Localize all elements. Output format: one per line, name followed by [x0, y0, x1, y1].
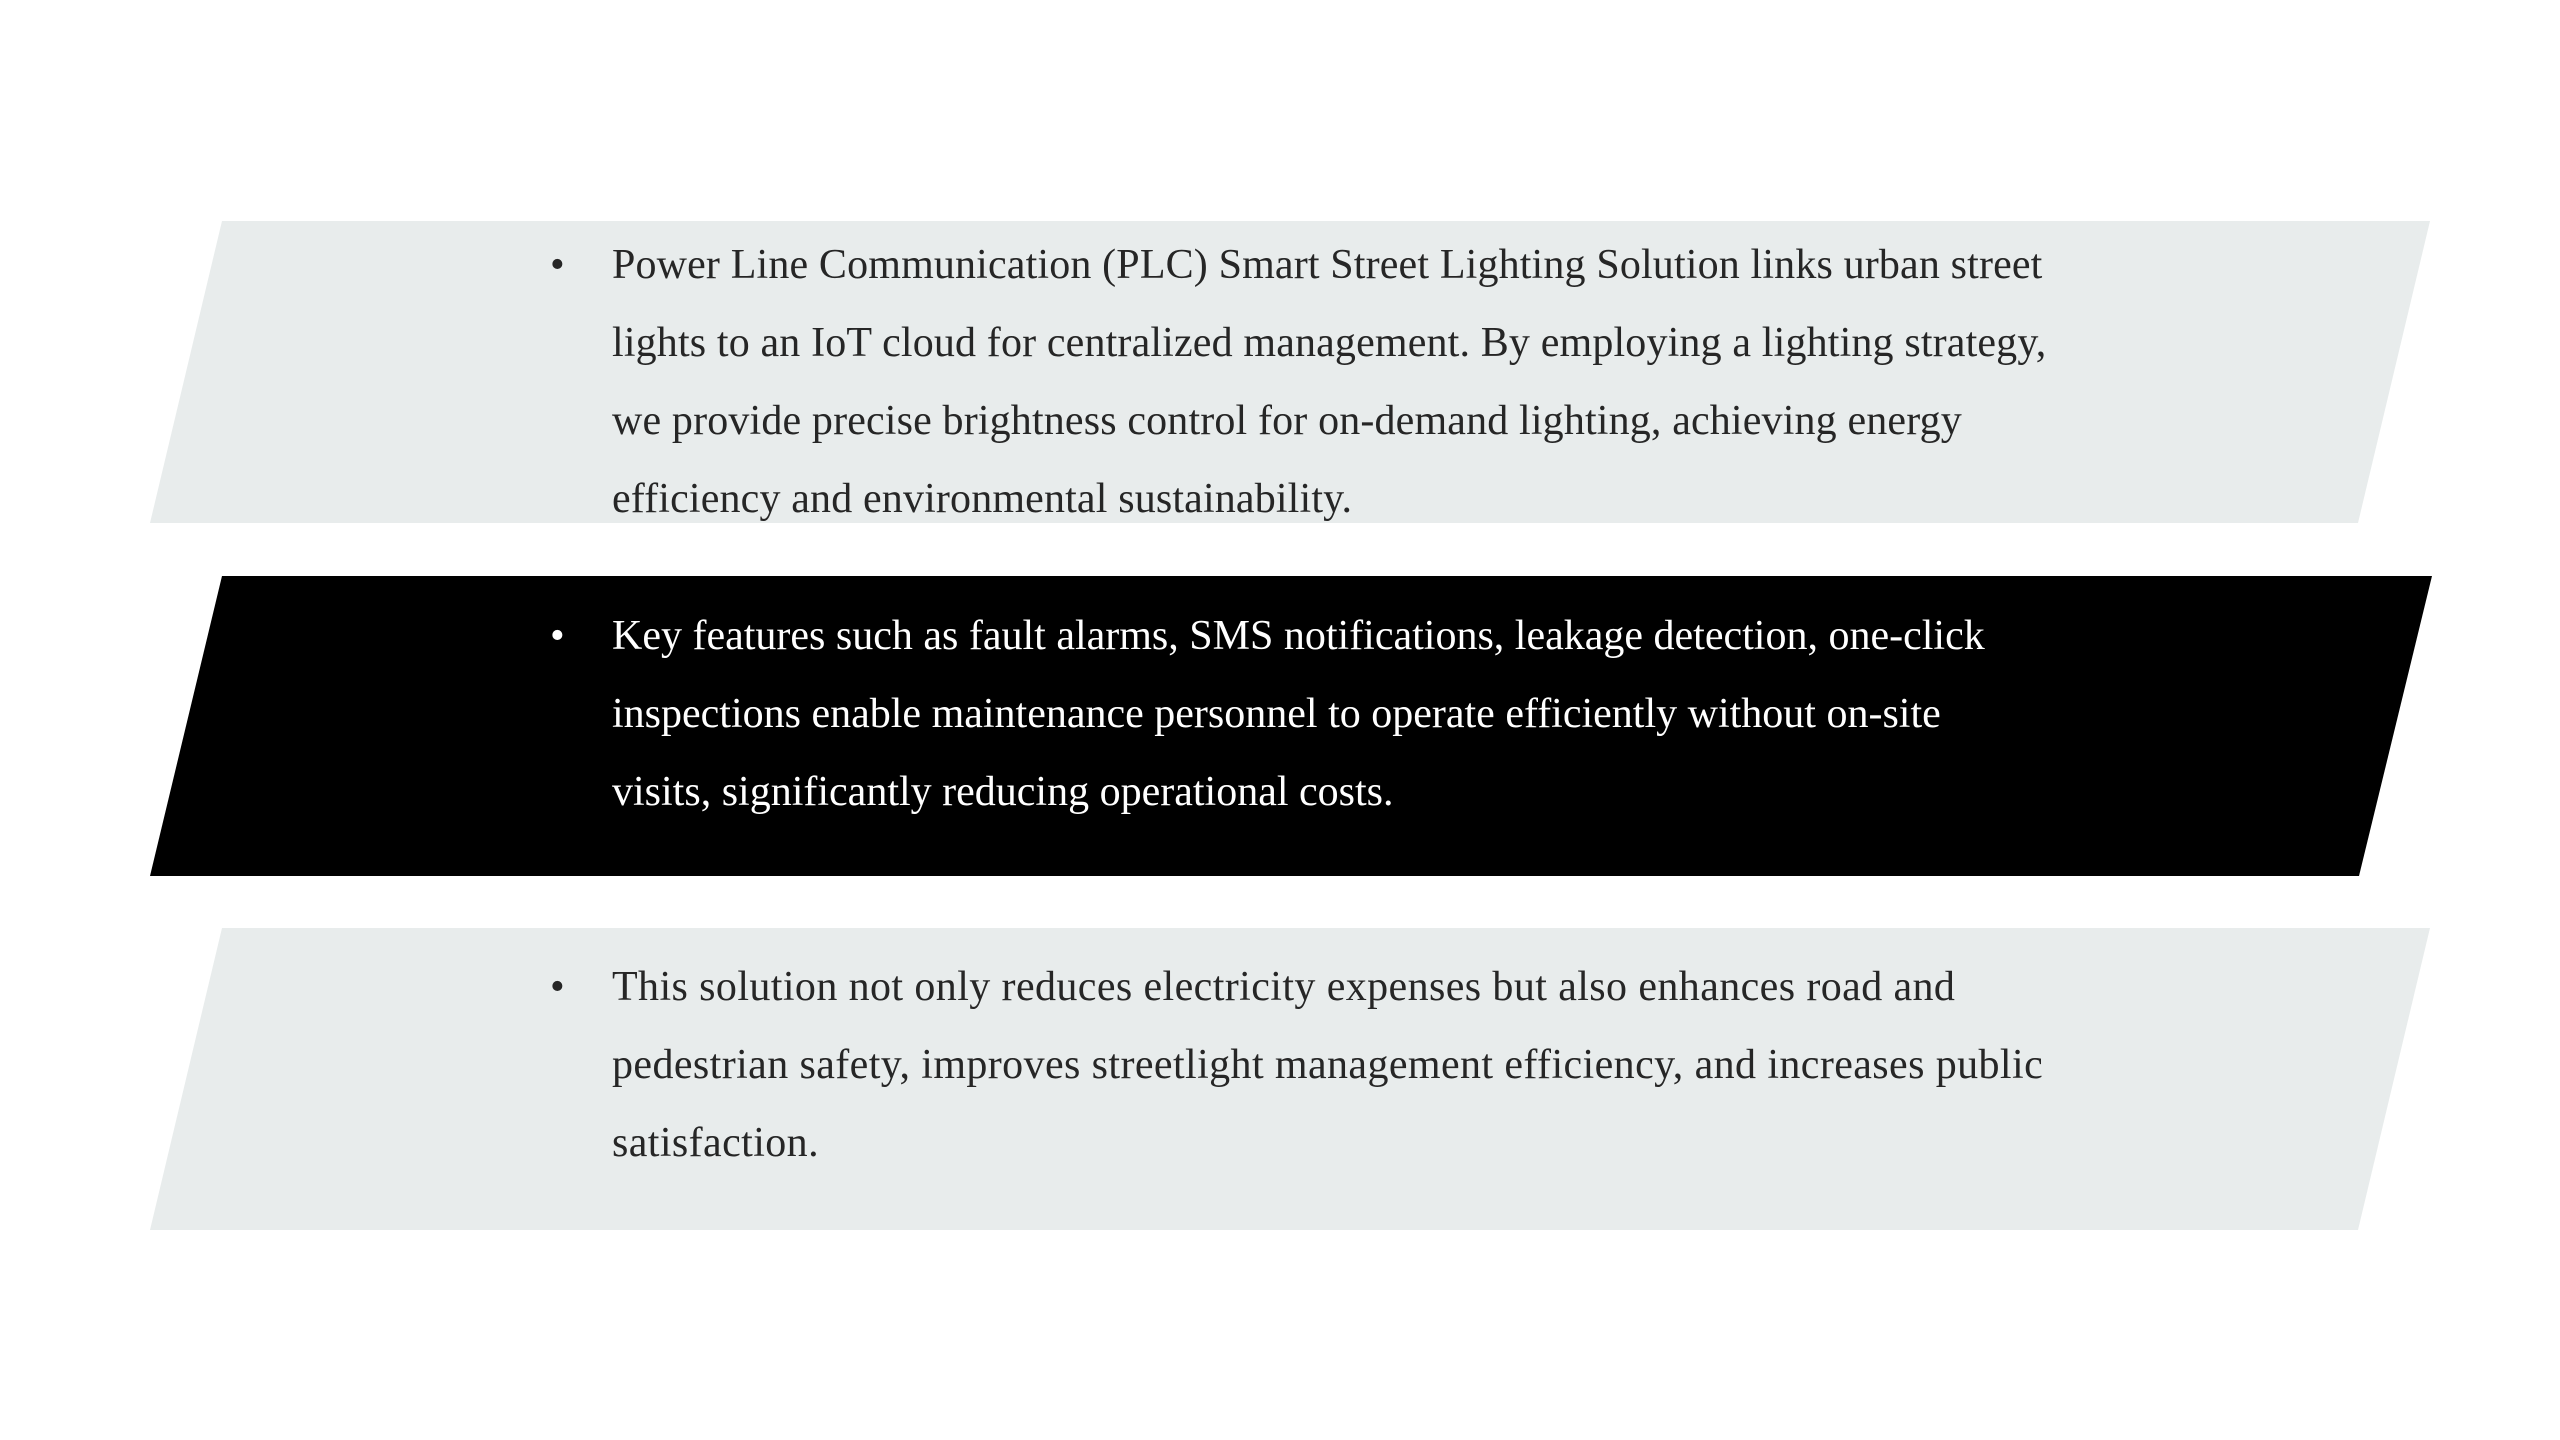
- band-key-features: [0, 576, 2560, 876]
- band-plc-overview: [0, 221, 2560, 523]
- bullet-item: [537, 948, 2049, 1182]
- band-bullet-list: [537, 597, 2049, 831]
- bullet-marker: •: [550, 964, 565, 1010]
- band-bullet-list: [537, 226, 2049, 538]
- bullet-item: [537, 597, 2049, 831]
- bullet-marker: •: [550, 613, 565, 659]
- bullet-marker: •: [550, 242, 565, 288]
- band-benefits: [0, 928, 2560, 1230]
- band-bullet-list: [537, 948, 2049, 1182]
- bullet-item: [537, 226, 2049, 538]
- bullet-text: This solution not only reduces electricity expenses but also enhances road and pedestrian safety, improves streetlight management efficiency, and increases public satisfaction.: [612, 964, 2044, 1166]
- bullet-text: Key features such as fault alarms, SMS notifications, leakage detection, one-click inspections enable maintenance personnel to operate efficiently without on-site visits, significantly reducing operational costs.: [612, 613, 1985, 815]
- bullet-text: Power Line Communication (PLC) Smart Street Lighting Solution links urban street lights to an IoT cloud for centralized management. By employing a lighting strategy, we provide precise brightness control for on-demand lighting, achieving energy efficiency and environmental sustainability.: [612, 242, 2047, 522]
